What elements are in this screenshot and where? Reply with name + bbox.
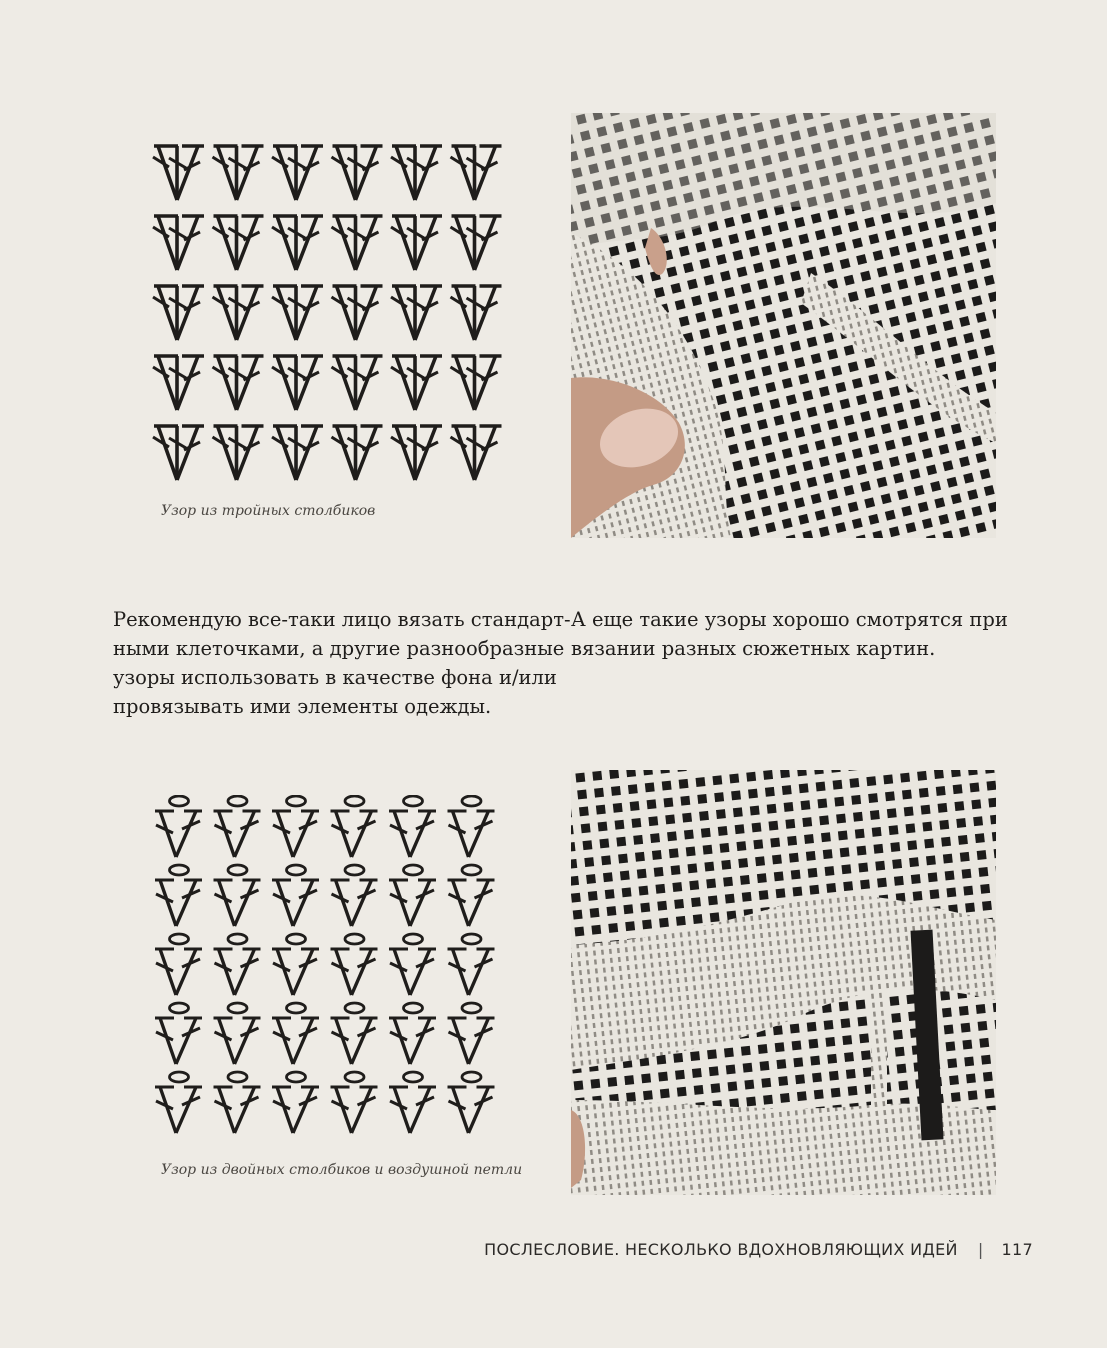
triple-crochet-symbol: [213, 216, 264, 270]
double-crochet-with-chain-symbol: [389, 865, 436, 926]
triple-crochet-symbol: [272, 146, 323, 200]
caption-double-crochet-chain: Узор из двойных столбиков и воздушной петли: [161, 1162, 523, 1178]
triple-crochet-symbol: [332, 356, 383, 410]
lace-photo-top-image: [571, 113, 996, 538]
double-crochet-with-chain-symbol: [272, 1072, 319, 1133]
triple-crochet-symbol: [451, 426, 502, 480]
triple-crochet-symbol: [451, 216, 502, 270]
double-crochet-with-chain-symbol: [155, 1003, 202, 1064]
triple-crochet-symbol: [391, 426, 442, 480]
double-crochet-with-chain-symbol: [155, 865, 202, 926]
double-crochet-with-chain-symbol: [272, 865, 319, 926]
double-crochet-with-chain-symbol: [272, 796, 319, 857]
double-crochet-with-chain-symbol: [331, 1003, 378, 1064]
double-crochet-with-chain-symbol: [272, 1003, 319, 1064]
triple-crochet-symbol: [213, 426, 264, 480]
double-crochet-with-chain-symbol: [155, 1072, 202, 1133]
double-crochet-with-chain-symbol: [448, 865, 495, 926]
running-header-title: ПОСЛЕСЛОВИЕ. НЕСКОЛЬКО ВДОХНОВЛЯЮЩИХ ИДЕЙ: [484, 1240, 958, 1259]
double-crochet-with-chain-symbol: [448, 934, 495, 995]
paragraph-left-line-1: Рекомендую все-таки лицо вязать стандарт-: [113, 608, 571, 631]
double-crochet-with-chain-symbol: [155, 934, 202, 995]
triple-crochet-symbol: [391, 146, 442, 200]
triple-crochet-symbol: [153, 426, 204, 480]
triple-crochet-symbol: [391, 216, 442, 270]
triple-crochet-symbol: [451, 286, 502, 340]
paragraph-left-line-4: провязывать ими элементы одежды.: [113, 695, 492, 718]
double-crochet-with-chain-symbol: [448, 796, 495, 857]
triple-crochet-symbol: [332, 146, 383, 200]
triple-crochet-symbol: [153, 216, 204, 270]
triple-crochet-symbol: [391, 356, 442, 410]
double-crochet-with-chain-symbol: [214, 796, 261, 857]
triple-crochet-symbol: [153, 286, 204, 340]
triple-crochet-symbol: [272, 356, 323, 410]
double-crochet-with-chain-symbol: [448, 1072, 495, 1133]
footer-separator: |: [977, 1240, 984, 1259]
triple-crochet-diagram: [150, 140, 510, 485]
page-number: 117: [1001, 1240, 1033, 1259]
lace-photo-bottom-image: [571, 770, 996, 1195]
double-crochet-with-chain-symbol: [389, 1072, 436, 1133]
double-crochet-with-chain-symbol: [448, 1003, 495, 1064]
paragraph-right-line-2: вязании разных сюжетных картин.: [571, 637, 936, 660]
paragraph-right: [571, 605, 1008, 663]
triple-crochet-symbol: [272, 426, 323, 480]
triple-crochet-symbol: [332, 216, 383, 270]
photo-filet-lace-pattern: [571, 770, 996, 1195]
double-crochet-with-chain-symbol: [214, 865, 261, 926]
double-crochet-with-chain-symbol: [331, 796, 378, 857]
triple-crochet-symbol: [213, 286, 264, 340]
double-crochet-with-chain-symbol: [389, 934, 436, 995]
paragraph-right-line-1: А еще такие узоры хорошо смотрятся при: [571, 608, 1008, 631]
triple-crochet-symbol-grid: [150, 140, 510, 485]
triple-crochet-symbol: [213, 356, 264, 410]
paragraph-left-line-3: узоры использовать в качестве фона и/или: [113, 666, 557, 689]
double-crochet-with-chain-symbol: [155, 796, 202, 857]
double-crochet-with-chain-symbol: [389, 1003, 436, 1064]
double-crochet-with-chain-symbol: [214, 934, 261, 995]
triple-crochet-symbol: [391, 286, 442, 340]
double-crochet-with-chain-symbol: [214, 1003, 261, 1064]
triple-crochet-symbol: [153, 146, 204, 200]
triple-crochet-symbol: [213, 146, 264, 200]
triple-crochet-symbol: [332, 426, 383, 480]
paragraph-left-line-2: ными клеточками, а другие разнообразные: [113, 637, 565, 660]
double-crochet-with-chain-symbol: [331, 1072, 378, 1133]
double-crochet-with-chain-symbol: [331, 865, 378, 926]
paragraph-left: [113, 605, 571, 721]
triple-crochet-symbol: [451, 146, 502, 200]
triple-crochet-symbol: [153, 356, 204, 410]
double-crochet-chain-diagram: [152, 795, 512, 1150]
triple-crochet-symbol: [332, 286, 383, 340]
triple-crochet-symbol: [272, 286, 323, 340]
double-crochet-with-chain-symbol: [389, 796, 436, 857]
double-crochet-with-chain-symbol: [331, 934, 378, 995]
double-crochet-chain-symbol-grid: [152, 795, 512, 1150]
page-footer: [400, 1240, 1033, 1259]
triple-crochet-symbol: [451, 356, 502, 410]
photo-lace-in-hand: [571, 113, 996, 538]
triple-crochet-symbol: [272, 216, 323, 270]
double-crochet-with-chain-symbol: [214, 1072, 261, 1133]
caption-triple-crochet: Узор из тройных столбиков: [161, 503, 376, 519]
double-crochet-with-chain-symbol: [272, 934, 319, 995]
